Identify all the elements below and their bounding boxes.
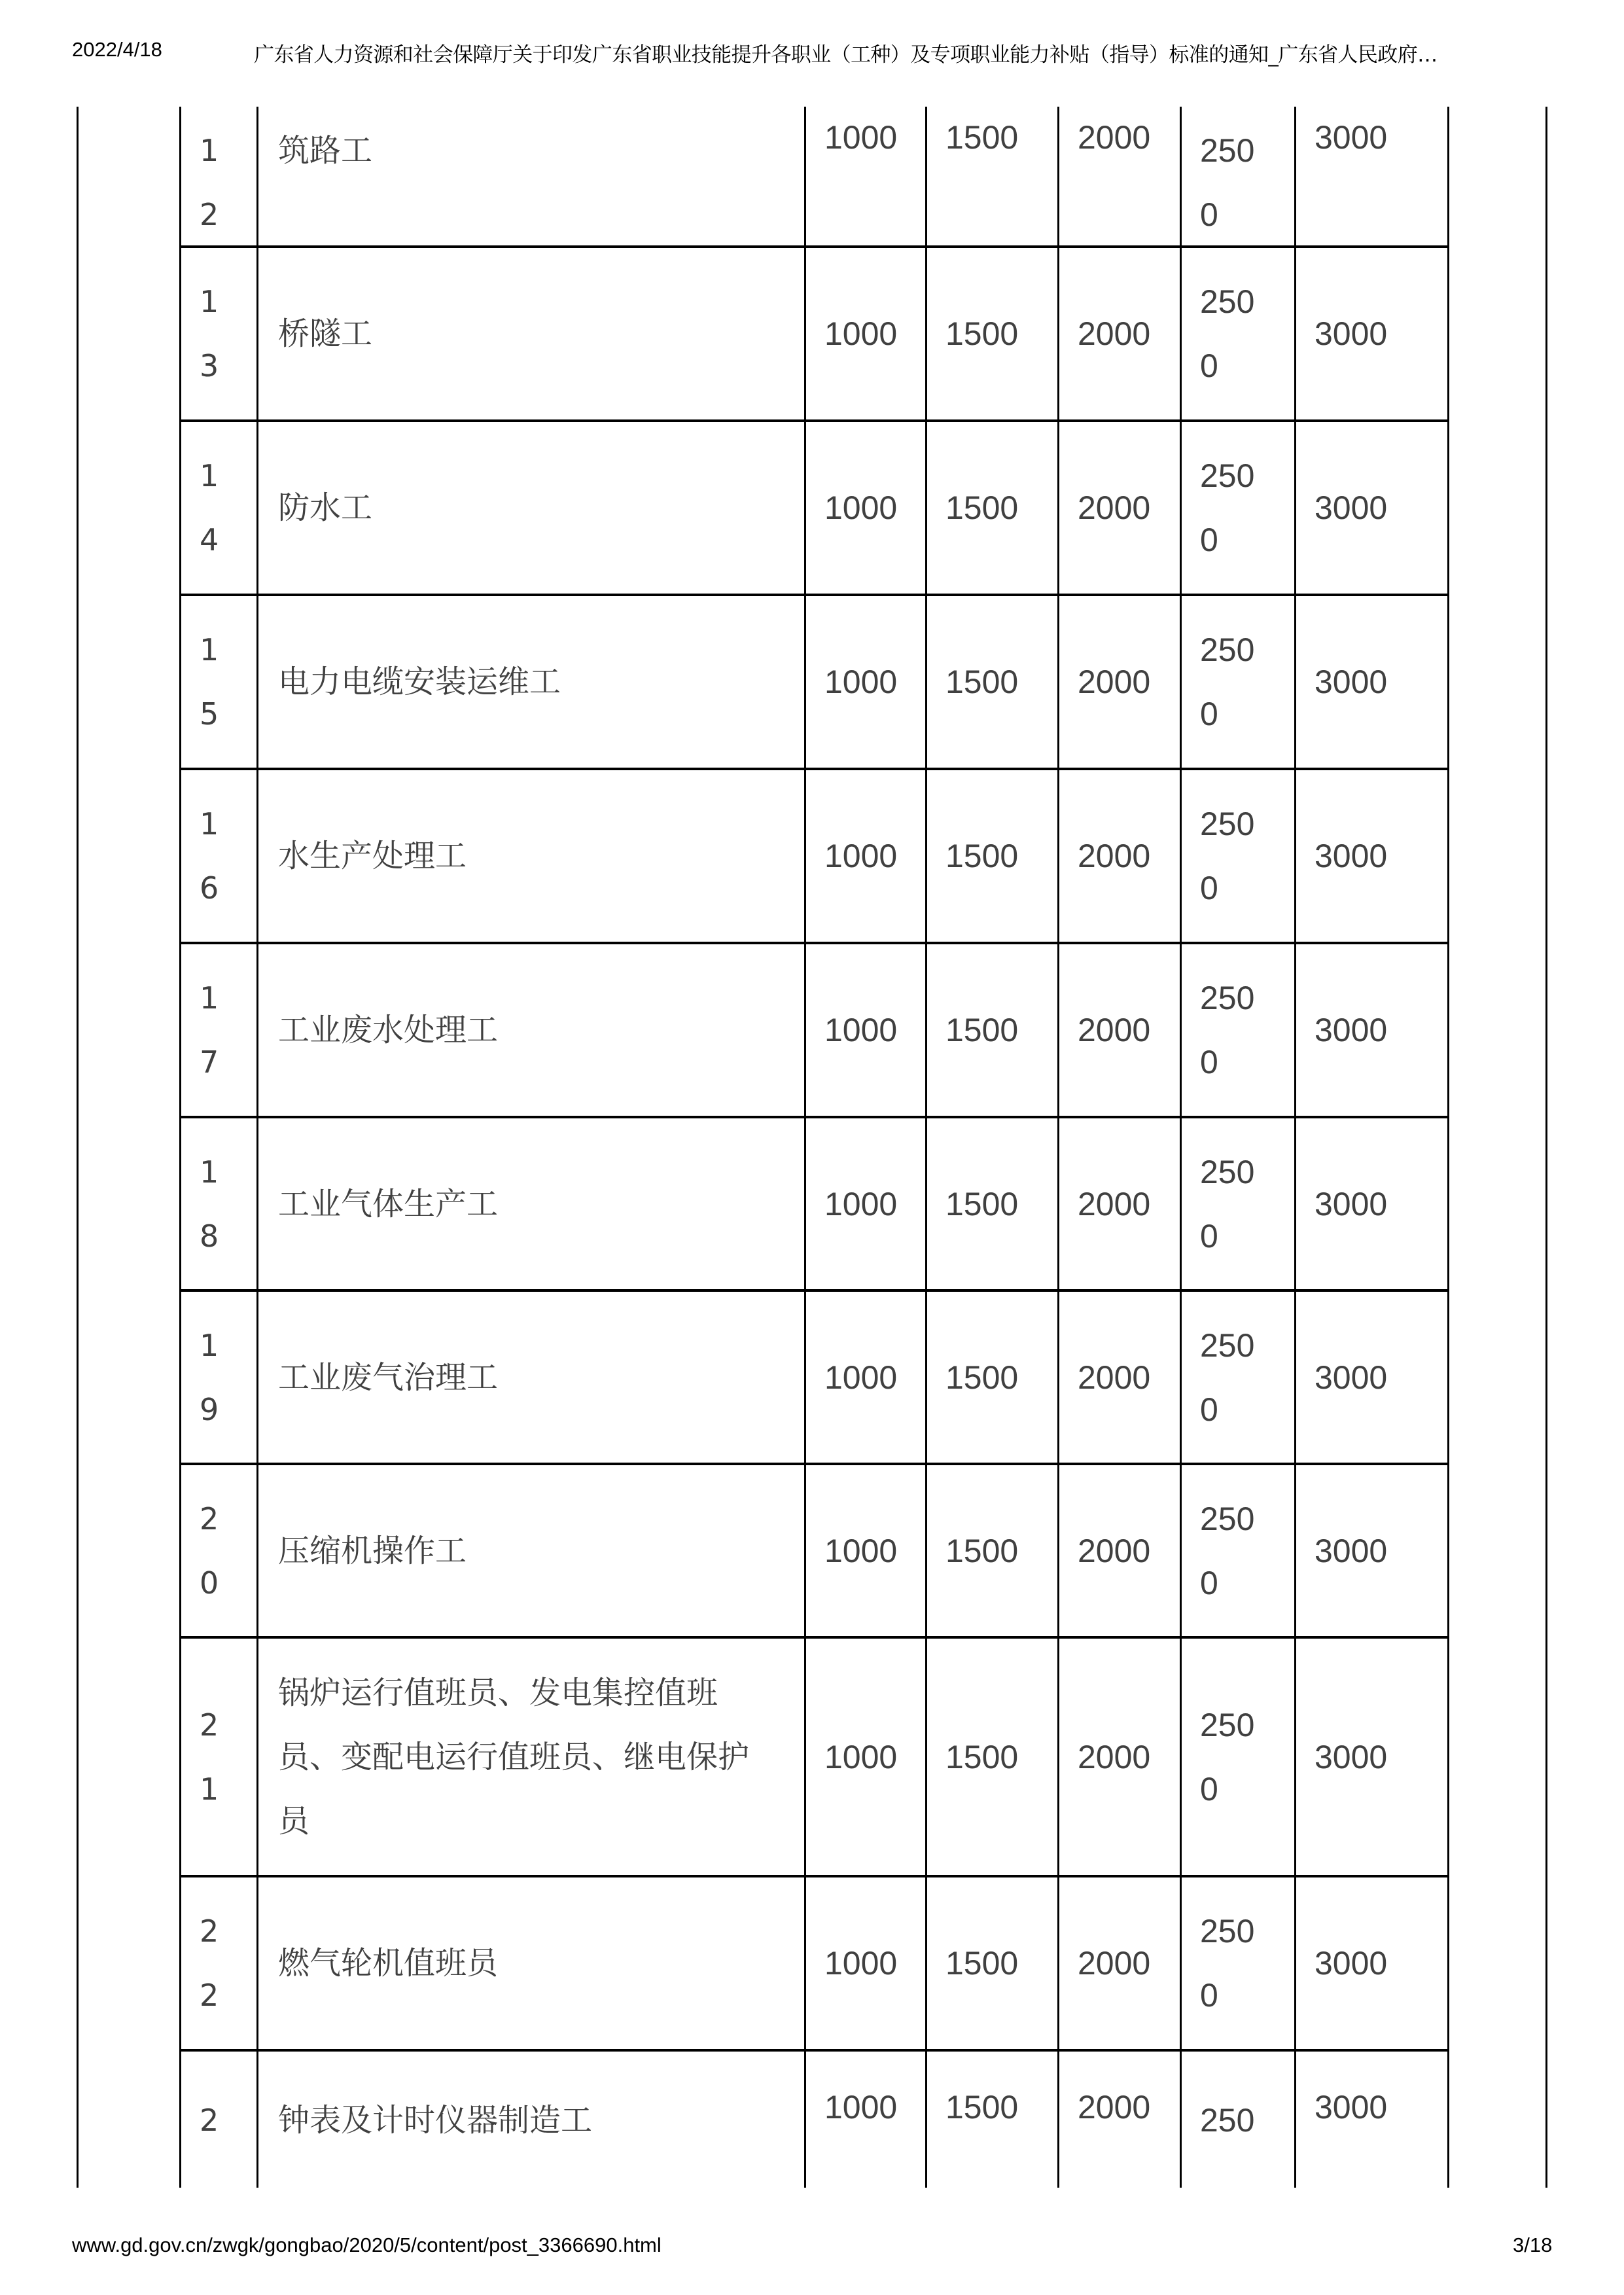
subsidy-level-5: 1000 bbox=[824, 1532, 898, 1569]
occupation-name: 电力电缆安装运维工 bbox=[278, 664, 561, 700]
table-row bbox=[180, 248, 1449, 422]
subsidy-level-2: 2500 bbox=[1200, 132, 1255, 233]
subsidy-level-2: 2500 bbox=[1200, 632, 1255, 732]
table-row bbox=[180, 1639, 1449, 1877]
row-number: 15 bbox=[200, 632, 219, 732]
subsidy-level-2: 2500 bbox=[1200, 1913, 1255, 2014]
subsidy-level-1: 3000 bbox=[1315, 315, 1388, 352]
occupation-name: 工业废水处理工 bbox=[278, 1012, 499, 1048]
occupation-name: 防水工 bbox=[278, 489, 373, 526]
subsidy-level-5: 1000 bbox=[824, 2089, 898, 2126]
table-row bbox=[180, 1465, 1449, 1639]
subsidy-level-1: 3000 bbox=[1315, 2089, 1388, 2126]
column-divider bbox=[1180, 107, 1182, 2188]
subsidy-level-1: 3000 bbox=[1315, 664, 1388, 700]
table-row bbox=[180, 1118, 1449, 1292]
occupation-name: 筑路工 bbox=[278, 132, 373, 169]
subsidy-level-2: 250 bbox=[1200, 2102, 1255, 2139]
subsidy-level-3: 2000 bbox=[1078, 1945, 1151, 1982]
row-number: 13 bbox=[200, 284, 219, 383]
occupation-name: 工业废气治理工 bbox=[278, 1359, 499, 1396]
subsidy-level-2: 2500 bbox=[1200, 980, 1255, 1080]
occupation-name: 压缩机操作工 bbox=[278, 1532, 467, 1569]
outer-border-right bbox=[1545, 107, 1547, 2188]
subsidy-level-1: 3000 bbox=[1315, 1738, 1388, 1775]
subsidy-level-5: 1000 bbox=[824, 489, 898, 526]
column-divider bbox=[1294, 107, 1296, 2188]
subsidy-level-4: 1500 bbox=[945, 1359, 1019, 1396]
page-number: 3/18 bbox=[1513, 2233, 1553, 2256]
occupation-name: 燃气轮机值班员 bbox=[278, 1945, 499, 1982]
subsidy-level-3: 2000 bbox=[1078, 489, 1151, 526]
subsidy-level-4: 1500 bbox=[945, 1012, 1019, 1048]
subsidy-level-4: 1500 bbox=[945, 1738, 1019, 1775]
subsidy-level-5: 1000 bbox=[824, 838, 898, 874]
occupation-name: 工业气体生产工 bbox=[278, 1185, 499, 1222]
table-row bbox=[180, 944, 1449, 1118]
table-row bbox=[180, 770, 1449, 944]
subsidy-level-4: 1500 bbox=[945, 664, 1019, 700]
subsidy-level-4: 1500 bbox=[945, 1185, 1019, 1222]
footer-url: www.gd.gov.cn/zwgk/gongbao/2020/5/content/post_3366690.html bbox=[72, 2233, 662, 2256]
subsidy-level-1: 3000 bbox=[1315, 119, 1388, 156]
row-number: 17 bbox=[200, 980, 219, 1080]
row-number: 14 bbox=[200, 458, 219, 558]
subsidy-level-3: 2000 bbox=[1078, 2089, 1151, 2126]
subsidy-level-4: 1500 bbox=[945, 315, 1019, 352]
occupation-name: 钟表及计时仪器制造工 bbox=[278, 2102, 593, 2139]
column-divider bbox=[1447, 107, 1449, 2188]
row-number: 12 bbox=[200, 133, 219, 232]
column-divider bbox=[179, 107, 181, 2188]
subsidy-level-5: 1000 bbox=[824, 664, 898, 700]
table-row bbox=[180, 2052, 1449, 2188]
row-number: 2 bbox=[200, 2103, 219, 2138]
row-number: 18 bbox=[200, 1154, 219, 1254]
subsidy-level-4: 1500 bbox=[945, 1945, 1019, 1982]
table-row bbox=[180, 107, 1449, 248]
subsidy-level-3: 2000 bbox=[1078, 1359, 1151, 1396]
subsidy-level-2: 2500 bbox=[1200, 1153, 1255, 1254]
subsidy-table bbox=[180, 107, 1449, 2188]
subsidy-level-4: 1500 bbox=[945, 1532, 1019, 1569]
subsidy-level-1: 3000 bbox=[1315, 489, 1388, 526]
header-title: 广东省人力资源和社会保障厅关于印发广东省职业技能提升各职业（工种）及专项职业能力补贴（指导）标准的通知_广东省人民政府… bbox=[254, 43, 1438, 67]
outer-border-left bbox=[77, 107, 79, 2188]
row-number: 22 bbox=[200, 1913, 219, 2013]
subsidy-level-2: 2500 bbox=[1200, 1706, 1255, 1807]
subsidy-level-5: 1000 bbox=[824, 315, 898, 352]
subsidy-level-1: 3000 bbox=[1315, 1359, 1388, 1396]
subsidy-level-5: 1000 bbox=[824, 1359, 898, 1396]
table-row bbox=[180, 422, 1449, 596]
subsidy-level-4: 1500 bbox=[945, 2089, 1019, 2126]
column-divider bbox=[804, 107, 806, 2188]
subsidy-level-3: 2000 bbox=[1078, 315, 1151, 352]
header-date: 2022/4/18 bbox=[72, 38, 162, 61]
subsidy-level-3: 2000 bbox=[1078, 119, 1151, 156]
subsidy-level-2: 2500 bbox=[1200, 806, 1255, 906]
occupation-name: 锅炉运行值班员、发电集控值班员、变配电运行值班员、继电保护员 bbox=[278, 1674, 750, 1840]
subsidy-level-3: 2000 bbox=[1078, 664, 1151, 700]
subsidy-level-4: 1500 bbox=[945, 119, 1019, 156]
subsidy-level-2: 2500 bbox=[1200, 1500, 1255, 1601]
subsidy-level-5: 1000 bbox=[824, 1012, 898, 1048]
subsidy-level-5: 1000 bbox=[824, 1185, 898, 1222]
row-number: 16 bbox=[200, 806, 219, 906]
occupation-name: 桥隧工 bbox=[278, 315, 373, 352]
subsidy-level-5: 1000 bbox=[824, 1738, 898, 1775]
column-divider bbox=[1057, 107, 1059, 2188]
subsidy-level-2: 2500 bbox=[1200, 283, 1255, 384]
subsidy-level-1: 3000 bbox=[1315, 1185, 1388, 1222]
subsidy-level-5: 1000 bbox=[824, 119, 898, 156]
occupation-name: 水生产处理工 bbox=[278, 838, 467, 874]
subsidy-level-3: 2000 bbox=[1078, 838, 1151, 874]
row-number: 21 bbox=[200, 1707, 219, 1807]
table-row bbox=[180, 1877, 1449, 2052]
subsidy-level-4: 1500 bbox=[945, 489, 1019, 526]
row-number: 20 bbox=[200, 1501, 219, 1601]
subsidy-level-3: 2000 bbox=[1078, 1185, 1151, 1222]
subsidy-level-3: 2000 bbox=[1078, 1012, 1151, 1048]
subsidy-level-3: 2000 bbox=[1078, 1532, 1151, 1569]
table-row bbox=[180, 1292, 1449, 1465]
subsidy-level-2: 2500 bbox=[1200, 1326, 1255, 1428]
row-number: 19 bbox=[200, 1327, 219, 1427]
column-divider bbox=[256, 107, 258, 2188]
subsidy-level-1: 3000 bbox=[1315, 1945, 1388, 1982]
subsidy-level-1: 3000 bbox=[1315, 1532, 1388, 1569]
subsidy-level-1: 3000 bbox=[1315, 1012, 1388, 1048]
subsidy-level-2: 2500 bbox=[1200, 457, 1255, 558]
subsidy-level-3: 2000 bbox=[1078, 1738, 1151, 1775]
table-row bbox=[180, 596, 1449, 770]
subsidy-level-1: 3000 bbox=[1315, 838, 1388, 874]
column-divider bbox=[925, 107, 927, 2188]
subsidy-level-5: 1000 bbox=[824, 1945, 898, 1982]
subsidy-level-4: 1500 bbox=[945, 838, 1019, 874]
